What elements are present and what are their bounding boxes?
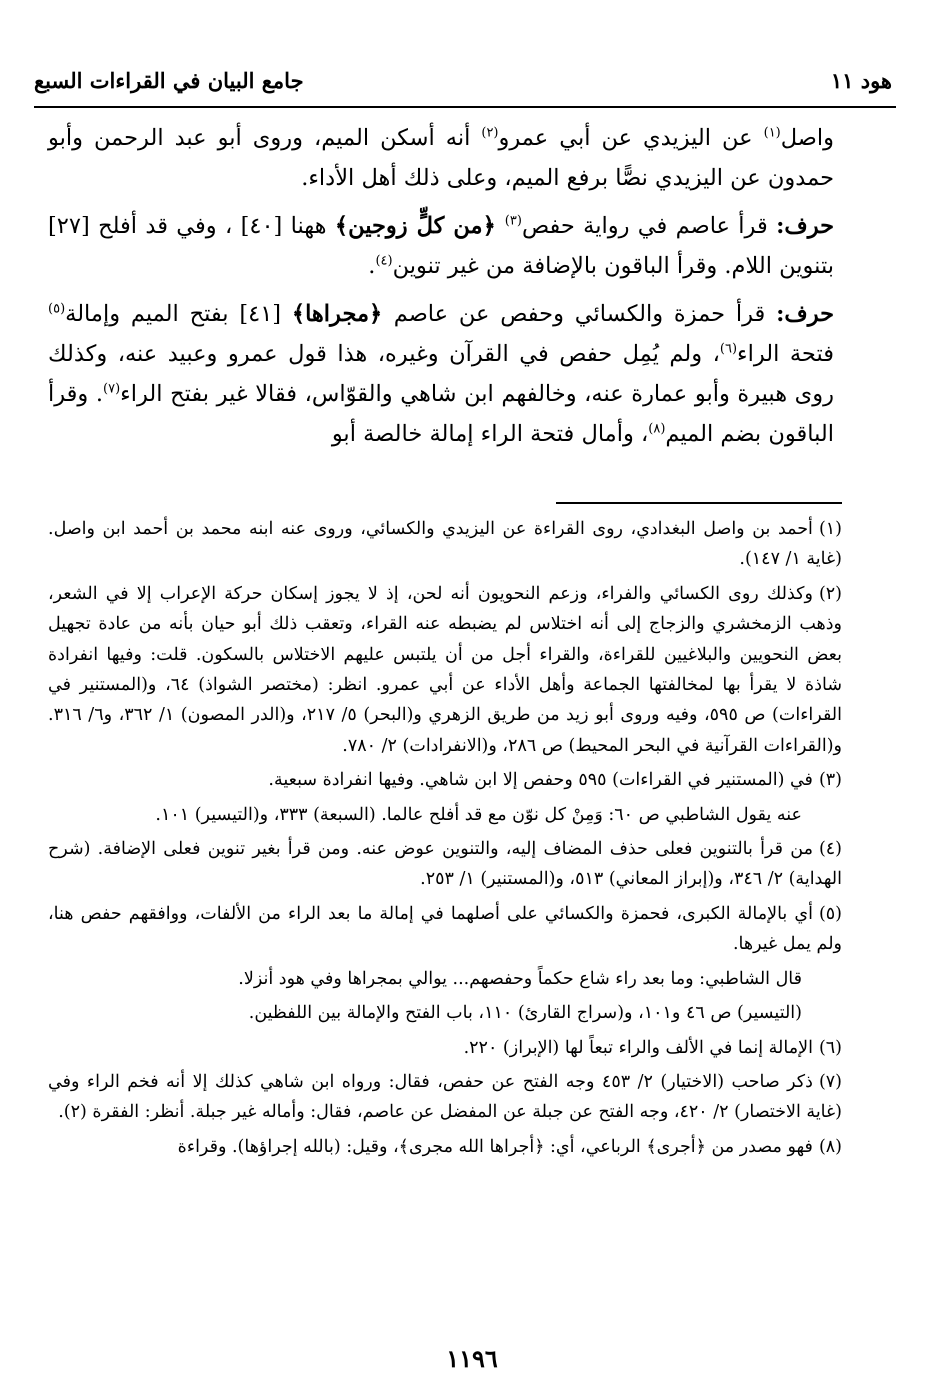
text-run: واصل	[780, 125, 835, 151]
text-run: قرأ عاصم في رواية حفص	[521, 213, 777, 239]
quran-quote: ﴿مجراها﴾	[291, 301, 394, 327]
footnote-7	[48, 1067, 842, 1128]
paragraph-2	[48, 206, 834, 286]
footnote-text: ذكر صاحب (الاختيار) ٢/ ٤٥٣ وجه الفتح عن حفص، فقال: ورواه ابن شاهي كذلك إلا أنه فخم الراء وفي (غاية الاختصار) ٢/ ٤٢٠، وجه الفتح عن جبلة عن المفضل عن عاصم، فقال: وأماله غير جبلة. أنظر: الفقرة (٢).	[48, 1071, 842, 1123]
footnote-8	[48, 1132, 842, 1162]
footnote-ref: (٥)	[48, 301, 66, 317]
footnote-ref: (٧)	[103, 381, 121, 397]
footnote-ref: (٨)	[648, 421, 666, 437]
harf-label: حرف:	[776, 301, 835, 327]
footnote-text: أحمد بن واصل البغدادي، روى القراءة عن اليزيدي والكسائي، وروى عنه ابنه محمد بن أحمد ابن واصل. (غاية ١/ ١٤٧).	[48, 519, 842, 570]
footnote-5-reference	[48, 998, 842, 1028]
footnote-number: (٨)	[818, 1136, 842, 1157]
footnote-number: (٥)	[818, 903, 842, 924]
running-header	[34, 60, 896, 108]
text-run: قرأ حمزة والكسائي وحفص عن عاصم	[393, 301, 777, 327]
text-run: عن اليزيدي عن أبي عمرو	[498, 125, 764, 151]
footnote-text: من قرأ بالتنوين فعلى حذف المضاف إليه، والتنوين عوض عنه. ومن قرأ بغير تنوين فعلى الإضافة. (شرح الهداية) ٢/ ٣٤٦، و(إبراز المعاني) ٥١٣، و(المستنير) ١/ ٢٥٣.	[48, 839, 842, 890]
footnote-text: عنه يقول الشاطبي ص ٦٠: وَمِنْ كل نوّن مع قد أفلح عالما. (السبعة) ٣٣٣، و(التيسير) ١٠١.	[155, 804, 802, 825]
footnote-6	[48, 1033, 842, 1063]
footnote-text: فهو مصدر من ﴿أجرى﴾ الرباعي، أي: ﴿أجراها الله مجرى﴾، وقيل: (بالله إجراؤها). وقراءة	[177, 1136, 813, 1157]
footnotes	[48, 514, 842, 1166]
text-run: . وقرأ الباقون بضم الميم	[48, 381, 834, 447]
text-run: ، وأمال فتحة الراء إمالة خالصة أبو	[331, 421, 649, 447]
footnote-text: أي بالإمالة الكبرى، فحمزة والكسائي على أصلهما في إمالة ما بعد الراء من الألفات، ووافقهم حفص هنا، ولم يمل غيرها.	[48, 903, 842, 955]
footnote-1	[48, 514, 842, 575]
book-title: جامع البيان في القراءات السبع	[34, 68, 304, 93]
footnote-number: (٤)	[818, 839, 842, 860]
footnote-ref: (١)	[763, 125, 781, 141]
footnote-2	[48, 579, 842, 761]
text-run: .	[368, 253, 376, 279]
text-run: أنه أسكن الميم، وروى أبو عبد الرحمن وأبو حمدون عن اليزيدي نصًّا برفع الميم، وعلى ذلك أهل الأداء.	[48, 125, 834, 191]
footnote-ref: (٦)	[719, 341, 738, 357]
footnote-3	[48, 765, 842, 795]
text-run: [٤١] بفتح الميم وإمالة	[65, 301, 292, 327]
footnote-4	[48, 834, 842, 895]
footnote-5	[48, 899, 842, 960]
text-run: ، ولم يُمِل حفص في القرآن وغيره، هذا قول عمرو وعبيد عنه، وكذلك روى هبيرة وأبو عمارة عنه، وخالفهم ابن شاهي والقوّاس، فقالا غير بفتح الراء	[48, 341, 834, 407]
footnote-number: (٣)	[818, 770, 842, 791]
footnote-ref: (٢)	[481, 125, 499, 141]
paragraph-1	[48, 118, 834, 198]
chapter-title: هود ١١	[830, 68, 892, 93]
footnote-number: (١)	[818, 519, 842, 539]
footnote-text: وكذلك روى الكسائي والفراء، وزعم النحويون أنه لحن، إذ لا يجوز إسكان حركة الإعراب إلا في الشعر، وذهب الزمخشري والزجاج إلى أنه اختلاس لم يضبطه عنه القراء، وتعقب ذلك أبو حيان بأنه من عادة تجهيل بعض النحويين والبلاغيين للقراءة، والقراء أجل من أن يلتبس عليهم الاختلاس بالسكون. قلت: وفيها انفرادة شاذة لا يقرأ بها لمخالفتها الجماعة وأهل الأداء عن أبي عمرو. انظر: (مختصر الشواذ) ٦٤، و(المستنير في القراءات) ص ٥٩٥، وفيه وروى أبو زيد من طريق الزهري و(البحر) ٥/ ٢١٧، و(الدر المصون) ١/ ٣٦٢، و٦/ ٣١٦. و(القراءات القرآنية في البحر المحيط) ص ٢٨٦، و(الانفرادات) ٢/ ٧٨٠.	[48, 583, 842, 756]
footnote-3-continuation	[48, 800, 842, 830]
footnote-text: في (المستنير في القراءات) ٥٩٥ وحفص إلا ابن شاهي. وفيها انفرادة سبعية.	[268, 770, 813, 791]
footnote-ref: (٤)	[375, 253, 393, 269]
quran-quote: ﴿من كلٍّ زوجين﴾	[334, 213, 505, 239]
paragraph-3	[48, 294, 834, 454]
footnote-text: قال الشاطبي: وما بعد راء شاع حكماً وحفصهم... يوالي بمجراها وفي هود أنزلا.	[238, 968, 802, 989]
page-number: ١١٩٦	[446, 1344, 498, 1373]
footnote-5-verse	[48, 964, 842, 994]
main-text	[48, 118, 834, 462]
footnote-ref: (٣)	[504, 213, 522, 229]
footnote-separator	[556, 502, 842, 504]
footnote-text: الإمالة إنما في الألف والراء تبعاً لها (الإبراز) ٢٢٠.	[463, 1037, 813, 1058]
footnote-number: (٦)	[818, 1037, 842, 1058]
footnote-number: (٧)	[818, 1071, 842, 1092]
text-run: ههنا [٤٠] ، وفي قد أفلح [٢٧] بتنوين اللام. وقرأ الباقون بالإضافة من غير تنوين	[48, 213, 834, 279]
footnote-text: (التيسير) ص ٤٦ و١٠١، و(سراج القارئ) ١١٠، باب الفتح والإمالة بين اللفظين.	[248, 1003, 802, 1024]
footnote-number: (٢)	[818, 583, 842, 604]
harf-label: حرف:	[776, 213, 835, 239]
text-run: فتحة الراء	[737, 341, 834, 367]
